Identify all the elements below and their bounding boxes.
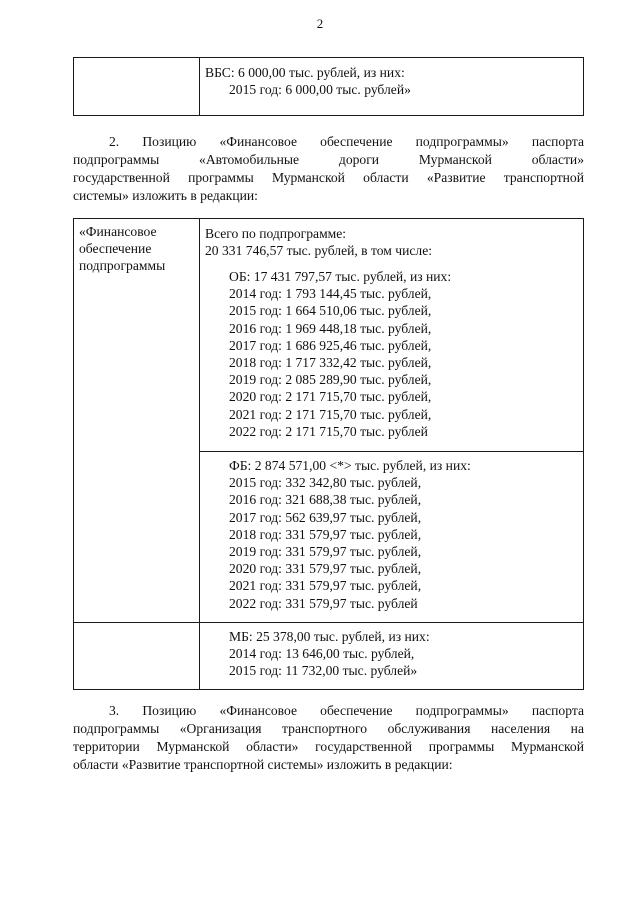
fb-list (200, 457, 583, 612)
ob-cell (200, 219, 584, 452)
page-number: 2 (316, 16, 324, 31)
paragraph-line: подпрограммы «Автомобильные дороги Мурманской области» (73, 152, 584, 167)
label-line: подпрограммы (79, 258, 166, 273)
ob-line: 2022 год: 2 171 715,70 тыс. рублей (229, 423, 428, 439)
label-line: «Финансовое (79, 224, 157, 239)
total-label: Всего по подпрограмме: (205, 226, 347, 241)
paragraph-line: подпрограммы «Организация транспортного обслуживания населения на (73, 721, 584, 736)
ob-line: 2016 год: 1 969 448,18 тыс. рублей, (229, 320, 432, 336)
paragraph-2 (73, 133, 584, 205)
ob-line: 2014 год: 1 793 144,45 тыс. рублей, (229, 286, 432, 302)
fb-line: 2017 год: 562 639,97 тыс. рублей, (229, 509, 422, 525)
top-table-fragment (73, 57, 584, 116)
fb-line: 2022 год: 331 579,97 тыс. рублей (229, 595, 418, 611)
financing-label-cell (74, 219, 200, 623)
paragraph-line: 2. Позицию «Финансовое обеспечение подпрограммы» паспорта (109, 134, 584, 149)
mb-line: 2014 год: 13 646,00 тыс. рублей, (229, 646, 415, 662)
mb-label-cell (74, 623, 200, 690)
fb-line: 2018 год: 331 579,97 тыс. рублей, (229, 526, 422, 542)
paragraph-line: 3. Позицию «Финансовое обеспечение подпрограммы» паспорта (109, 703, 584, 718)
mb-line: МБ: 25 378,00 тыс. рублей, из них: (229, 629, 430, 644)
mb-cell (200, 623, 584, 690)
ob-line: ОБ: 17 431 797,57 тыс. рублей, из них: (229, 269, 452, 284)
vbs-total: ВБС: 6 000,00 тыс. рублей, из них: (205, 65, 405, 80)
fb-line: ФБ: 2 874 571,00 <*> тыс. рублей, из них: (229, 458, 471, 473)
ob-list (200, 268, 583, 440)
paragraph-line: территории Мурманской области» государственной программы Мурманской (73, 739, 584, 754)
paragraph-line: области «Развитие транспортной системы» изложить в редакции: (73, 757, 453, 772)
paragraph-line: государственной программы Мурманской области «Развитие транспортной (73, 170, 584, 185)
paragraph-line: системы» изложить в редакции: (73, 188, 258, 203)
vbs-2015: 2015 год: 6 000,00 тыс. рублей» (229, 82, 411, 97)
fb-line: 2015 год: 332 342,80 тыс. рублей, (229, 475, 422, 491)
ob-line: 2019 год: 2 085 289,90 тыс. рублей, (229, 372, 432, 388)
ob-line: 2020 год: 2 171 715,70 тыс. рублей, (229, 389, 432, 405)
mb-line: 2015 год: 11 732,00 тыс. рублей» (229, 663, 418, 679)
paragraph-3 (73, 702, 584, 774)
top-table-value-cell (200, 58, 584, 116)
ob-line: 2021 год: 2 171 715,70 тыс. рублей, (229, 406, 432, 422)
ob-line: 2015 год: 1 664 510,06 тыс. рублей, (229, 303, 432, 319)
fb-line: 2016 год: 321 688,38 тыс. рублей, (229, 492, 422, 508)
total-amount: 20 331 746,57 тыс. рублей, в том числе: (205, 243, 433, 258)
fb-line: 2021 год: 331 579,97 тыс. рублей, (229, 578, 422, 594)
mb-list (200, 628, 583, 680)
financing-table (73, 218, 584, 690)
ob-line: 2017 год: 1 686 925,46 тыс. рублей, (229, 337, 432, 353)
top-table-label-cell (74, 58, 200, 116)
fb-line: 2020 год: 331 579,97 тыс. рублей, (229, 561, 422, 577)
fb-cell (200, 452, 584, 623)
ob-line: 2018 год: 1 717 332,42 тыс. рублей, (229, 355, 432, 371)
label-line: обеспечение (79, 241, 152, 256)
fb-line: 2019 год: 331 579,97 тыс. рублей, (229, 544, 422, 560)
